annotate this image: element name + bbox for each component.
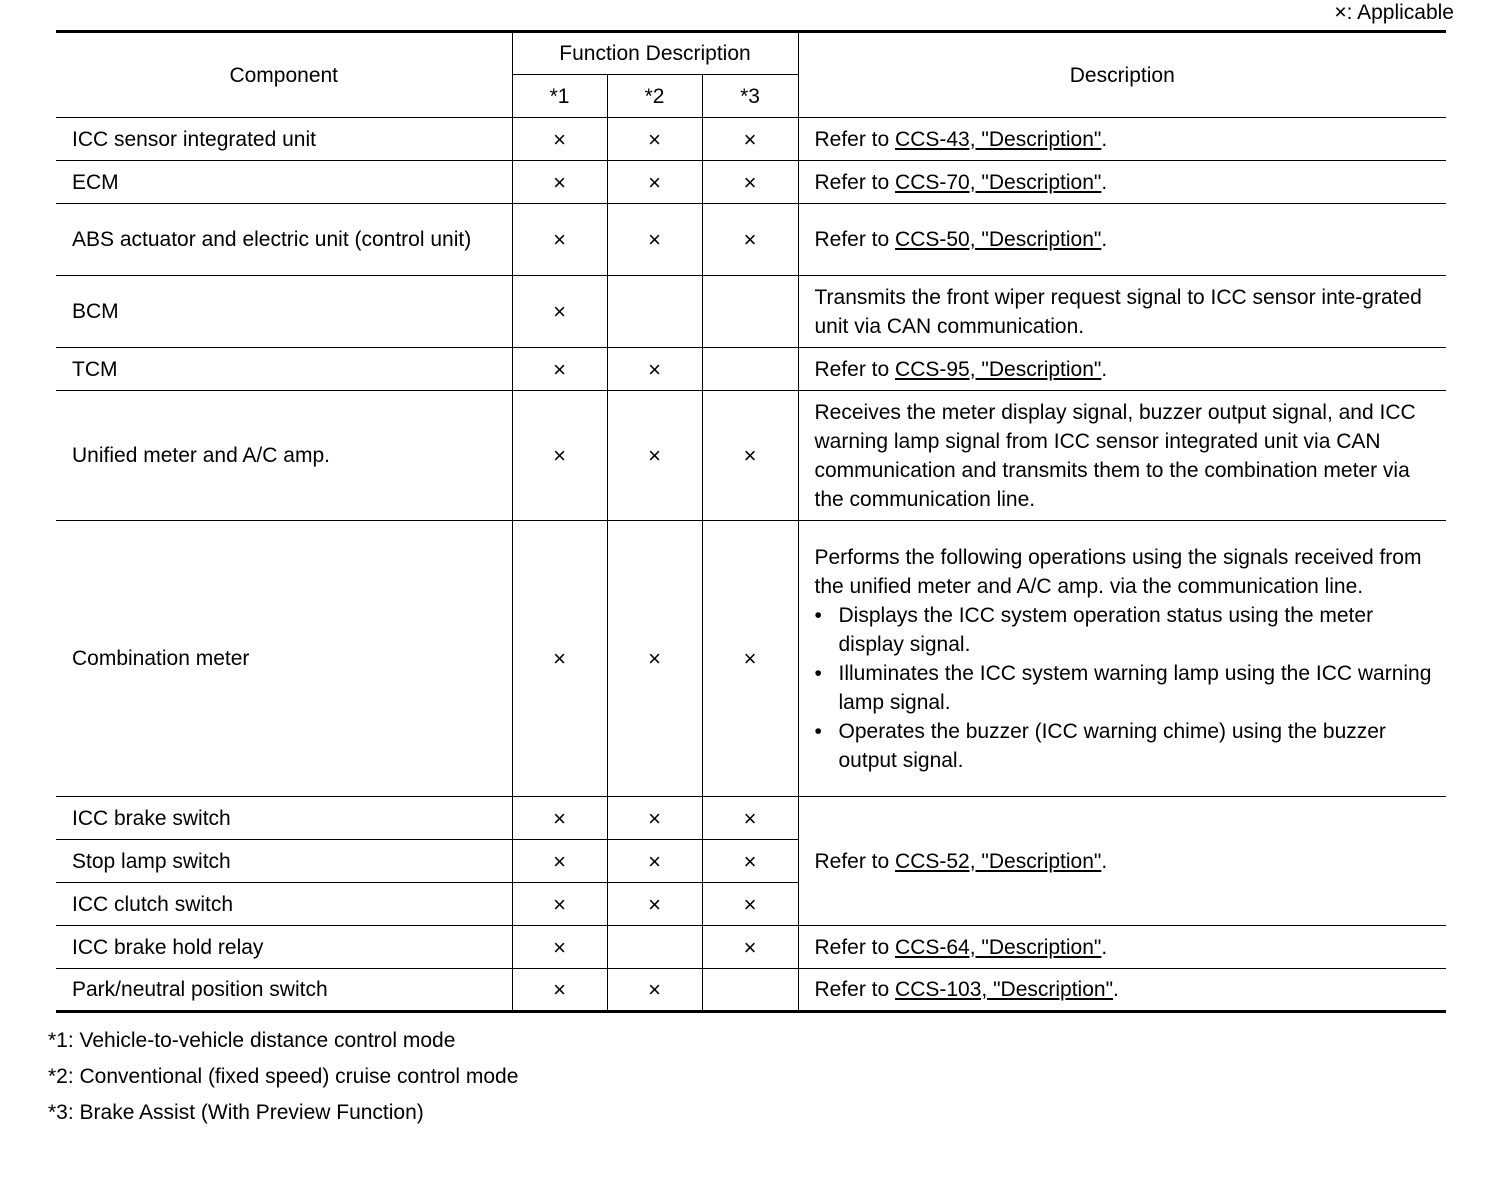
mark-cell: × (607, 521, 702, 797)
description-cell: Refer to CCS-43, "Description". (798, 118, 1446, 161)
component-cell: Combination meter (56, 521, 512, 797)
component-cell: ICC clutch switch (56, 883, 512, 926)
reference-link[interactable]: CCS-43, "Description" (895, 127, 1102, 151)
mark-cell: × (702, 797, 798, 840)
mark-cell: × (512, 391, 607, 521)
mark-cell: × (512, 161, 607, 204)
mark-cell: × (702, 521, 798, 797)
table-row (56, 969, 1446, 1012)
description-cell: Refer to CCS-64, "Description". (798, 926, 1446, 969)
description-cell: Refer to CCS-103, "Description". (798, 969, 1446, 1012)
mark-cell: × (702, 161, 798, 204)
description-text: Performs the following operations using the signals received from the unified meter and A/C amp. via the communication line. (814, 545, 1422, 598)
mark-cell: × (512, 348, 607, 391)
bullet-icon: • (814, 603, 822, 627)
reference-link[interactable]: CCS-95, "Description" (895, 357, 1102, 381)
table-row (56, 161, 1446, 204)
mark-cell (607, 276, 702, 348)
table-row (56, 926, 1446, 969)
mark-cell: × (512, 883, 607, 926)
component-cell: ECM (56, 161, 512, 204)
mark-cell: × (607, 348, 702, 391)
component-cell: Stop lamp switch (56, 840, 512, 883)
bullet-item: • Operates the buzzer (ICC warning chime) using the buzzer output signal. (815, 717, 1435, 775)
description-cell: Refer to CCS-52, "Description". (798, 797, 1446, 926)
component-cell: BCM (56, 276, 512, 348)
mark-cell: × (702, 391, 798, 521)
table-row (56, 204, 1446, 276)
mark-cell: × (512, 521, 607, 797)
reference-link[interactable]: CCS-64, "Description" (895, 935, 1102, 959)
component-cell: Unified meter and A/C amp. (56, 391, 512, 521)
description-cell (798, 521, 1446, 797)
mark-cell: × (607, 204, 702, 276)
component-cell: ABS actuator and electric unit (control unit) (56, 204, 512, 276)
description-cell: Refer to CCS-70, "Description". (798, 161, 1446, 204)
mark-cell: × (607, 969, 702, 1012)
description-cell: Refer to CCS-95, "Description". (798, 348, 1446, 391)
mark-cell: × (512, 118, 607, 161)
mark-cell: × (607, 161, 702, 204)
table-row (56, 521, 1446, 797)
footnote-3: *3: Brake Assist (With Preview Function) (48, 1101, 424, 1124)
description-cell: Refer to CCS-50, "Description". (798, 204, 1446, 276)
mark-cell: × (607, 840, 702, 883)
mark-cell: × (702, 840, 798, 883)
component-cell: TCM (56, 348, 512, 391)
mark-cell: × (702, 883, 798, 926)
mark-cell: × (702, 926, 798, 969)
header-col-3: *3 (702, 75, 798, 118)
component-cell: ICC brake hold relay (56, 926, 512, 969)
bullet-icon: • (814, 661, 822, 685)
table-row (56, 118, 1446, 161)
component-cell: Park/neutral position switch (56, 969, 512, 1012)
header-description: Description (798, 32, 1446, 118)
bullet-item: • Displays the ICC system operation status using the meter display signal. (815, 601, 1435, 659)
mark-cell: × (512, 969, 607, 1012)
bullet-item: • Illuminates the ICC system warning lamp using the ICC warning lamp signal. (815, 659, 1435, 717)
mark-cell (607, 926, 702, 969)
reference-link[interactable]: CCS-103, "Description" (895, 978, 1114, 1001)
header-component: Component (56, 32, 512, 118)
component-table (56, 30, 1446, 1013)
mark-cell: × (607, 883, 702, 926)
applicable-legend: ×: Applicable (1334, 1, 1454, 24)
mark-cell: × (512, 840, 607, 883)
footnote-2: *2: Conventional (fixed speed) cruise control mode (48, 1065, 519, 1088)
mark-cell (702, 348, 798, 391)
mark-cell (702, 276, 798, 348)
mark-cell: × (512, 926, 607, 969)
mark-cell: × (512, 276, 607, 348)
reference-link[interactable]: CCS-50, "Description" (895, 228, 1102, 251)
bullet-icon: • (814, 719, 822, 743)
table-row (56, 797, 1446, 840)
reference-link[interactable]: CCS-52, "Description" (895, 849, 1102, 873)
mark-cell (702, 969, 798, 1012)
footnotes (48, 1023, 518, 1131)
reference-link[interactable]: CCS-70, "Description" (895, 170, 1102, 194)
component-cell: ICC sensor integrated unit (56, 118, 512, 161)
header-col-1: *1 (512, 75, 607, 118)
mark-cell: × (512, 204, 607, 276)
component-cell: ICC brake switch (56, 797, 512, 840)
footnote-1: *1: Vehicle-to-vehicle distance control mode (48, 1029, 456, 1052)
mark-cell: × (512, 797, 607, 840)
table-row (56, 391, 1446, 521)
table-row (56, 348, 1446, 391)
header-col-2: *2 (607, 75, 702, 118)
mark-cell: × (607, 797, 702, 840)
mark-cell: × (702, 118, 798, 161)
mark-cell: × (607, 118, 702, 161)
description-cell: Receives the meter display signal, buzzer output signal, and ICC warning lamp signal from ICC sensor integrated unit via CAN communication and transmits them to the combination meter via the communication line. (798, 391, 1446, 521)
header-function-description: Function Description (512, 32, 798, 75)
description-cell: Transmits the front wiper request signal to ICC sensor inte-grated unit via CAN communication. (798, 276, 1446, 348)
mark-cell: × (702, 204, 798, 276)
table-row (56, 276, 1446, 348)
mark-cell: × (607, 391, 702, 521)
